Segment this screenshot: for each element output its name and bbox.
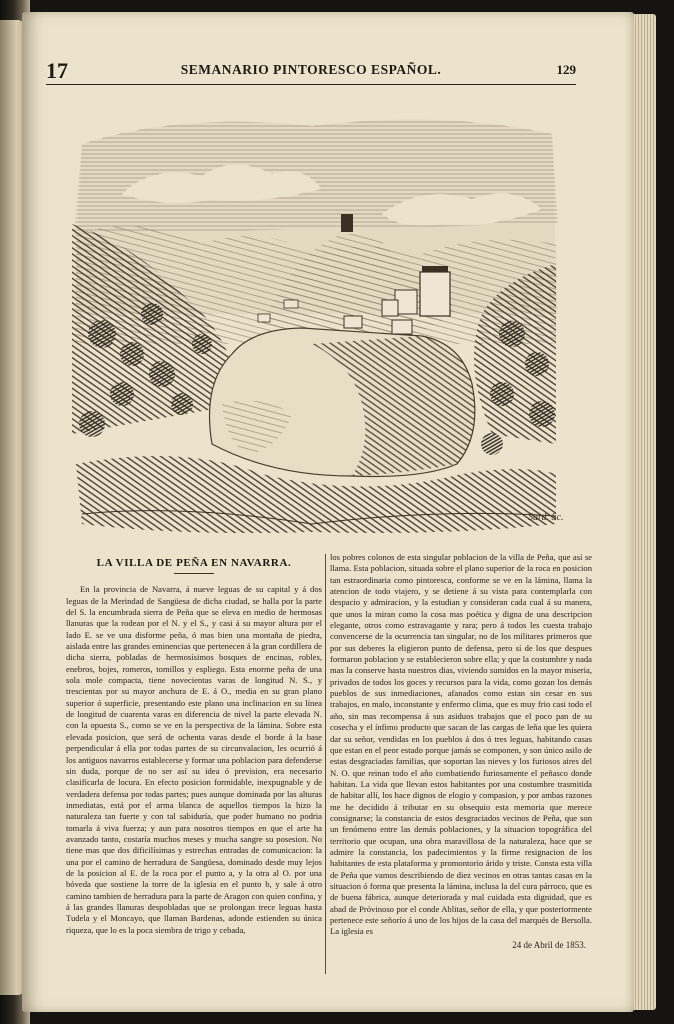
section-number: 17 xyxy=(46,58,68,83)
page-number: 129 xyxy=(556,62,576,77)
left-column-text: En la provincia de Navarra, á nueve leguas de su capital y á dos leguas de la Merindad de Sangüesa de dicha ciudad, se halla por la parte del S. la encumbrada sierra de Peña que se eleva en medio de hermosas llanuras que la rodean por el N. y el S., y casi á su mayor altura por el lado E. se ve una disforme peña, ó mas bien una montaña de piedra, aislada entre las grandes eminencias que pertenecen á la gran cordillera de dicha sierra, pobladas de hermosísimos bosques de encinas, robles, enebros, bojes, romeros, tomillos y espliego. Esta enorme peña de una sola mole compacta, tiene novecientas varas de longitud N. S., y trescientas por su mayor anchura de E. á O., media en su gran plano superior ó superficie, presentando este plano una inclinacion en su línea de longitud de cuarenta varas en diferencia de nivel la parte elevada N. con la opuesta S., como se ve en la perspectiva de la lámina. Sobre esta elevada posicion, que será de ochenta varas desde el borde á la base perpendicular á ella por todas partes de su circunvalacion, les ocurrió á los antiguos navarros establecerse y formar una poblacion para defenderse sin duda, porque de no ser así su idea ó prevision, era necesario clasificarla de locura. En efecto posicion formidable, inexpugnable y de verdadera defensa por todas partes; pues aunque dominada por las alturas inmediatas, está por el arma blanca de aquellos tiempos la hizo la naturaleza tan fuerte y con tal sabiduría, que poder humano no podria tomarla á viva fuerza; y aun para nosotros tiempos en que el arte ha avanzado tanto, costaría muchos meses y mucha sangre su posesion. No tiene mas que dos dificilísimas y estrechas entradas de comunicacion: la una por el camino de herradura de Sangüesa, dominado desde muy lejos de la posicion al E. de la roca por el punto a, y la otra al O. por una bóveda que sostiene la torre de la iglesia en el punto b, y sale á otro camino tambien de herradura para la parte de Aragon con quien confina, y á las grandes llanuras despobladas que se prolongan trece leguas hasta Tudela y el Moncayo, que llaman Bardenas, adonde estienden su única riqueza, que lo es la poca siembra de trigo y cebada, xyxy=(66,584,322,935)
right-column-text: los pobres colonos de esta singular poblacion de la villa de Peña, que así se llama. Esta poblacion, situada sobre el plano superior de la roca en posicion tan estraordinaria como pintoresca, conforme se ve en la lámina, llama la atencion de todo viajero, y se detiene á su vista para contemplarla con despacio y admiracion, y la estudian y consideran cada cual á su manera, que unos la miran como la cosa mas poética y digna de una descripcion elegante, otros como estravagante y rara; pero á todos les cuesta trabajo convencerse de la ocurrencia tan singular, no de los militares primeros que por sus deberes la eligieron punto de defensa, pero sí de los que despues formaron poblacion y se establecieron sobre ella; y que la costumbre y nada mas la conserve hasta nuestros dias, viviendo sumidos en la mayor miseria, privados de todos los goces y recursos para la vida, como gozan los demás pueblos de sus inmediaciones, afanados como estan sin cesar en sus trabajos, en malo, inconstante y enfermo clima, que es muy frio casi todo el año, sin mas recompensa á sus asiduos trabajos que el poco pan de su cosecha y el ínfimo producto que sacan de las cargas de leña que les quiera dar su señor, vendidas en los pueblos á dos ó tres leguas, habitando casas que estan en el peor estado porque jamás se componen, y son único asilo de estas desgraciadas familias, que soportan las nieves y los furiosos aires del N. O. que reinan todo el año combatiendo furiosamente el peñasco donde habitan. La vida que llevan estos habitantes por una costumbre trasmitida de habitar allí, los hace dignos de elogio y compasion, y por ambas razones me he decidido á tributar en su obsequio esta memoria que merece consignarse; la constancia de estos desgraciados vecinos de Peña, que son un fenómeno entre las demás poblaciones, y la situacion topográfica del territorio que ocupan, una obra maravillosa de la naturaleza, hace que se admire la constancia, los padecimientos y la firme resignacion de los habitantes de esta plataforma y promontorio árido y triste. Consta esta villa de Peña que vamos describiendo de diez vecinos en otras tantas casas en la situacion ó forma que presenta la lámina, inclusa la del cura párroco, que es de buena fábrica, aunque deteriorada y mal cuidada esta dignidad, que es abad de Próvinoso por el conde Ablitas, señor de ella, y que posteriormente pertenece este señorío á uno de los hijos de la casa del marqués de Bersolla. La iglesia es xyxy=(330,552,592,937)
page xyxy=(22,12,634,1012)
article-title: LA VILLA DE PEÑA EN NAVARRA. xyxy=(96,557,292,569)
column-divider xyxy=(325,554,326,974)
engraving-illustration xyxy=(62,104,566,538)
engraver-signature: Sard. Sc. xyxy=(528,512,564,523)
running-title: SEMANARIO PINTORESCO ESPAÑOL. xyxy=(180,62,442,77)
left-page-edge xyxy=(0,20,24,995)
right-column xyxy=(330,552,592,951)
title-divider xyxy=(174,573,214,574)
page-header xyxy=(46,58,576,85)
dateline: 24 de Abril de 1853. xyxy=(512,939,586,950)
left-column xyxy=(66,552,322,936)
engraving-svg xyxy=(62,104,566,538)
